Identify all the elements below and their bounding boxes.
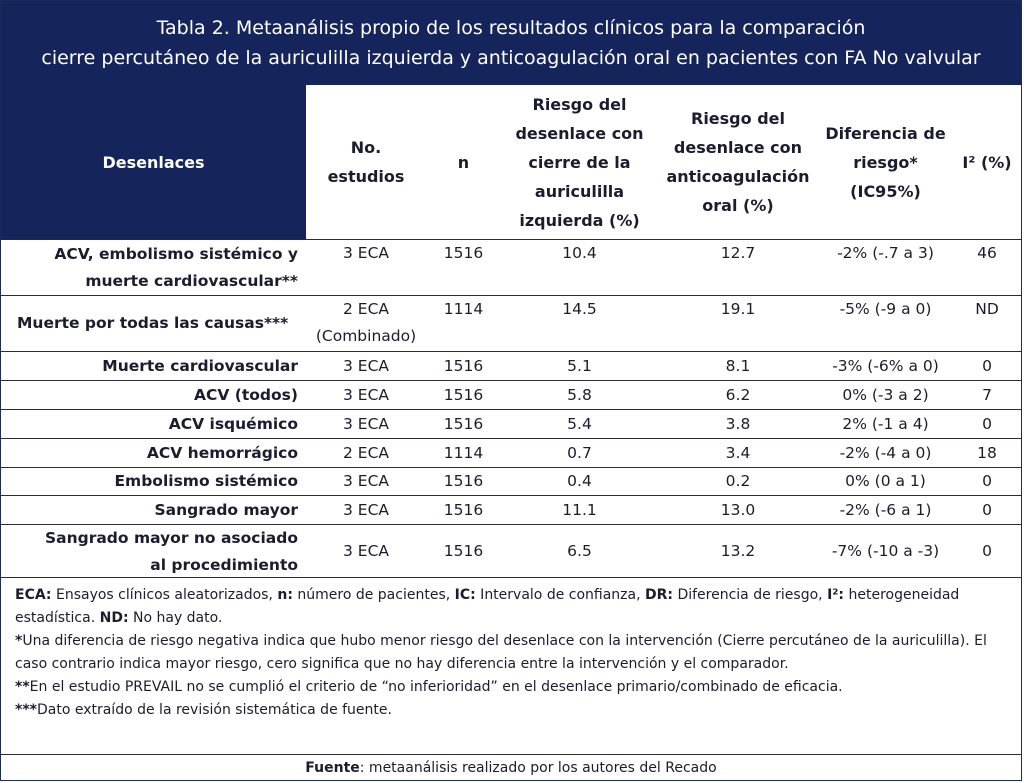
cell-i2: 0 (982, 542, 992, 560)
cell-n: 1516 (443, 385, 484, 404)
row-label: ACV isquémico (168, 414, 298, 433)
cell-diferencia: -5% (-9 a 0) (839, 300, 932, 318)
row-label: Muerte por todas las causas*** (17, 314, 289, 332)
table-body (1, 239, 1021, 578)
cell-estudios: 2 ECA (342, 443, 389, 462)
table-row (1, 438, 1021, 467)
cell-anticoagulacion: 13.0 (720, 500, 756, 519)
cell-n: 1114 (443, 443, 484, 462)
table-title (1, 1, 1021, 85)
footnote-1: *Una diferencia de riesgo negativa indica que hubo menor riesgo del desenlace con la intervención (Cierre percutáneo de la auriculilla). El caso contrario indica mayor riesgo, cero significa que no hay diferencia entre la intervención y el comparador. (15, 633, 987, 672)
header-riesgo-cierre: Riesgo del desenlace con cierre de la auriculilla izquierda (%) (515, 94, 644, 230)
cell-cierre: 5.8 (567, 385, 592, 404)
cell-anticoagulacion: 0.2 (725, 472, 751, 490)
cell-i2: 18 (977, 443, 997, 462)
cell-n: 1516 (443, 472, 484, 490)
table-row (1, 239, 1021, 295)
table-header (1, 85, 1021, 239)
table-row (1, 380, 1021, 409)
cell-i2: 7 (982, 385, 992, 404)
cell-cierre: 11.1 (562, 500, 597, 519)
table-row (1, 467, 1021, 495)
cell-n: 1516 (443, 542, 484, 560)
table-footnotes (1, 577, 1021, 722)
footnote-3: ***Dato extraído de la revisión sistemática de fuente. (15, 702, 392, 718)
header-estudios: No. estudios (327, 138, 405, 186)
row-label: Sangrado mayor (154, 500, 298, 519)
cell-anticoagulacion: 13.2 (720, 542, 756, 560)
row-label: Embolismo sistémico (114, 472, 298, 490)
row-label: ACV (todos) (194, 385, 298, 404)
cell-anticoagulacion: 12.7 (720, 244, 756, 262)
cell-n: 1516 (443, 500, 484, 519)
cell-diferencia: -2% (-.7 a 3) (837, 244, 934, 262)
cell-i2: 0 (982, 472, 992, 490)
cell-cierre: 5.4 (567, 414, 592, 433)
cell-cierre: 5.1 (567, 356, 592, 375)
row-label: ACV hemorrágico (146, 443, 298, 462)
cell-diferencia: -7% (-10 a -3) (831, 542, 940, 560)
cell-diferencia: -3% (-6% a 0) (832, 356, 939, 375)
cell-estudios: 3 ECA (342, 385, 389, 404)
cell-anticoagulacion: 3.4 (725, 443, 751, 462)
cell-i2: 0 (982, 414, 992, 433)
cell-anticoagulacion: 8.1 (725, 356, 751, 375)
cell-anticoagulacion: 3.8 (725, 414, 751, 433)
cell-diferencia: 2% (-1 a 4) (842, 414, 929, 433)
cell-n: 1114 (443, 300, 484, 318)
cell-estudios: 3 ECA (342, 542, 389, 560)
header-i2: I² (%) (962, 152, 1012, 172)
header-n: n (457, 152, 470, 172)
cell-cierre: 0.7 (567, 443, 592, 462)
footnote-2: **En el estudio PREVAIL no se cumplió el criterio de “no inferioridad” en el desenlace primario/combinado de eficacia. (15, 679, 843, 695)
cell-estudios: 3 ECA (342, 500, 389, 519)
cell-estudios: 2 ECA (Combinado) (315, 300, 417, 345)
table-row (1, 524, 1021, 578)
abbreviations-note: ECA: Ensayos clínicos aleatorizados, n: número de pacientes, IC: Intervalo de confianza, DR: Diferencia de riesgo, I²: heterogeneidad estadística. ND: No hay dato. (15, 587, 960, 626)
cell-diferencia: -2% (-6 a 1) (839, 500, 932, 519)
cell-cierre: 0.4 (567, 472, 592, 490)
row-label: Muerte cardiovascular (102, 356, 298, 375)
cell-anticoagulacion: 19.1 (720, 300, 756, 318)
cell-estudios: 3 ECA (342, 472, 389, 490)
row-label: ACV, embolismo sistémico y muerte cardiovascular** (54, 244, 298, 290)
cell-n: 1516 (443, 414, 484, 433)
cell-estudios: 3 ECA (342, 414, 389, 433)
cell-diferencia: 0% (0 a 1) (845, 472, 926, 490)
table-row (1, 295, 1021, 351)
cell-i2: ND (975, 300, 999, 318)
table-row (1, 495, 1021, 524)
cell-cierre: 6.5 (567, 542, 592, 560)
header-riesgo-anticoagulacion: Riesgo del desenlace con anticoagulación oral (%) (666, 109, 810, 215)
title-line-2: cierre percutáneo de la auriculilla izquierda y anticoagulación oral en pacientes con FA No valvular (41, 47, 981, 69)
cell-n: 1516 (443, 244, 484, 262)
title-line-1: Tabla 2. Metaanálisis propio de los resultados clínicos para la comparación (156, 17, 866, 39)
cell-estudios: 3 ECA (342, 356, 389, 375)
cell-diferencia: -2% (-4 a 0) (839, 443, 932, 462)
header-diferencia-riesgo: Diferencia de riesgo* (IC95%) (825, 123, 946, 201)
cell-i2: 0 (982, 500, 992, 519)
cell-diferencia: 0% (-3 a 2) (842, 385, 929, 404)
header-desenlaces: Desenlaces (1, 85, 306, 239)
table-row (1, 351, 1021, 380)
cell-i2: 0 (982, 356, 992, 375)
cell-anticoagulacion: 6.2 (725, 385, 751, 404)
cell-n: 1516 (443, 356, 484, 375)
source-note: Fuente: metaanálisis realizado por los autores del Recado (1, 754, 1021, 782)
cell-cierre: 14.5 (562, 300, 597, 318)
cell-estudios: 3 ECA (342, 244, 389, 262)
table-row (1, 409, 1021, 438)
row-label: Sangrado mayor no asociado al procedimiento (44, 528, 298, 574)
cell-i2: 46 (977, 244, 997, 262)
cell-cierre: 10.4 (562, 244, 597, 262)
